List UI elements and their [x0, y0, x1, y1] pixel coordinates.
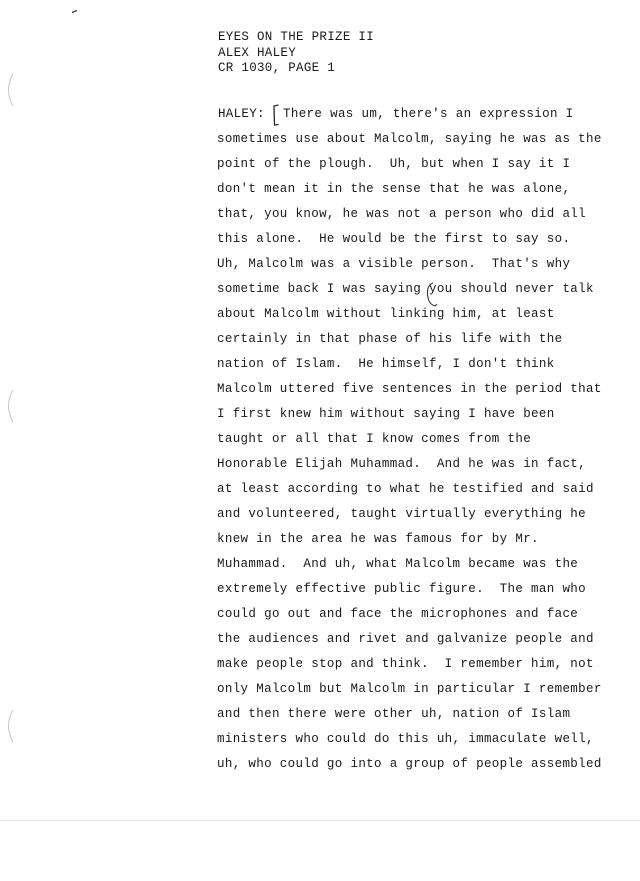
transcript-line: certainly in that phase of his life with the	[217, 332, 563, 346]
stray-pen-mark	[72, 10, 77, 13]
speaker-label: HALEY:	[218, 107, 265, 121]
page-bottom-edge	[0, 820, 640, 821]
transcript-line: about Malcolm without linking him, at least	[217, 307, 555, 321]
edit-bracket-open	[273, 104, 279, 126]
punch-hole-top	[2, 72, 14, 108]
transcript-line: uh, who could go into a group of people assembled	[217, 757, 602, 771]
transcript-line: extremely effective public figure. The man who	[217, 582, 587, 596]
transcript-line: that, you know, he was not a person who did all	[217, 207, 587, 221]
transcript-line: There was um, there's an expression I	[283, 107, 574, 121]
document-header	[218, 30, 374, 77]
transcript-line: I first knew him without saying I have been	[217, 407, 555, 421]
transcript-line: at least according to what he testified and said	[217, 482, 594, 496]
transcript-line: point of the plough. Uh, but when I say it I	[217, 157, 571, 171]
transcript-line: Muhammad. And uh, what Malcolm became was the	[217, 557, 579, 571]
transcript-line: could go out and face the microphones and face	[217, 607, 579, 621]
transcript-line: don't mean it in the sense that he was alone,	[217, 182, 571, 196]
punch-hole-middle	[2, 388, 14, 424]
transcript-line: sometime back I was saying you should never talk	[217, 282, 594, 296]
transcript-line: taught or all that I know comes from the	[217, 432, 532, 446]
header-title: EYES ON THE PRIZE II	[218, 30, 375, 44]
transcript-line: Malcolm uttered five sentences in the period that	[217, 382, 602, 396]
transcript-line: this alone. He would be the first to say so.	[217, 232, 571, 246]
transcript-line: sometimes use about Malcolm, saying he was as the	[217, 132, 602, 146]
transcript-line: and then there were other uh, nation of Islam	[217, 707, 571, 721]
header-page-ref: CR 1030, PAGE 1	[218, 61, 336, 75]
transcript-line: only Malcolm but Malcolm in particular I remember	[217, 682, 602, 696]
transcript-line: the audiences and rivet and galvanize people and	[217, 632, 594, 646]
transcript-line: nation of Islam. He himself, I don't think	[217, 357, 555, 371]
transcript-line: make people stop and think. I remember him, not	[217, 657, 594, 671]
transcript-line: and volunteered, taught virtually everything he	[217, 507, 587, 521]
header-speaker-name: ALEX HALEY	[218, 45, 297, 60]
transcript-line: knew in the area he was famous for by Mr.	[217, 532, 539, 546]
transcript-line: Uh, Malcolm was a visible person. That's why	[217, 257, 571, 271]
transcript-line: ministers who could do this uh, immaculate well,	[217, 732, 594, 746]
punch-hole-bottom	[2, 708, 14, 744]
transcript-line: Honorable Elijah Muhammad. And he was in fact,	[217, 457, 587, 471]
